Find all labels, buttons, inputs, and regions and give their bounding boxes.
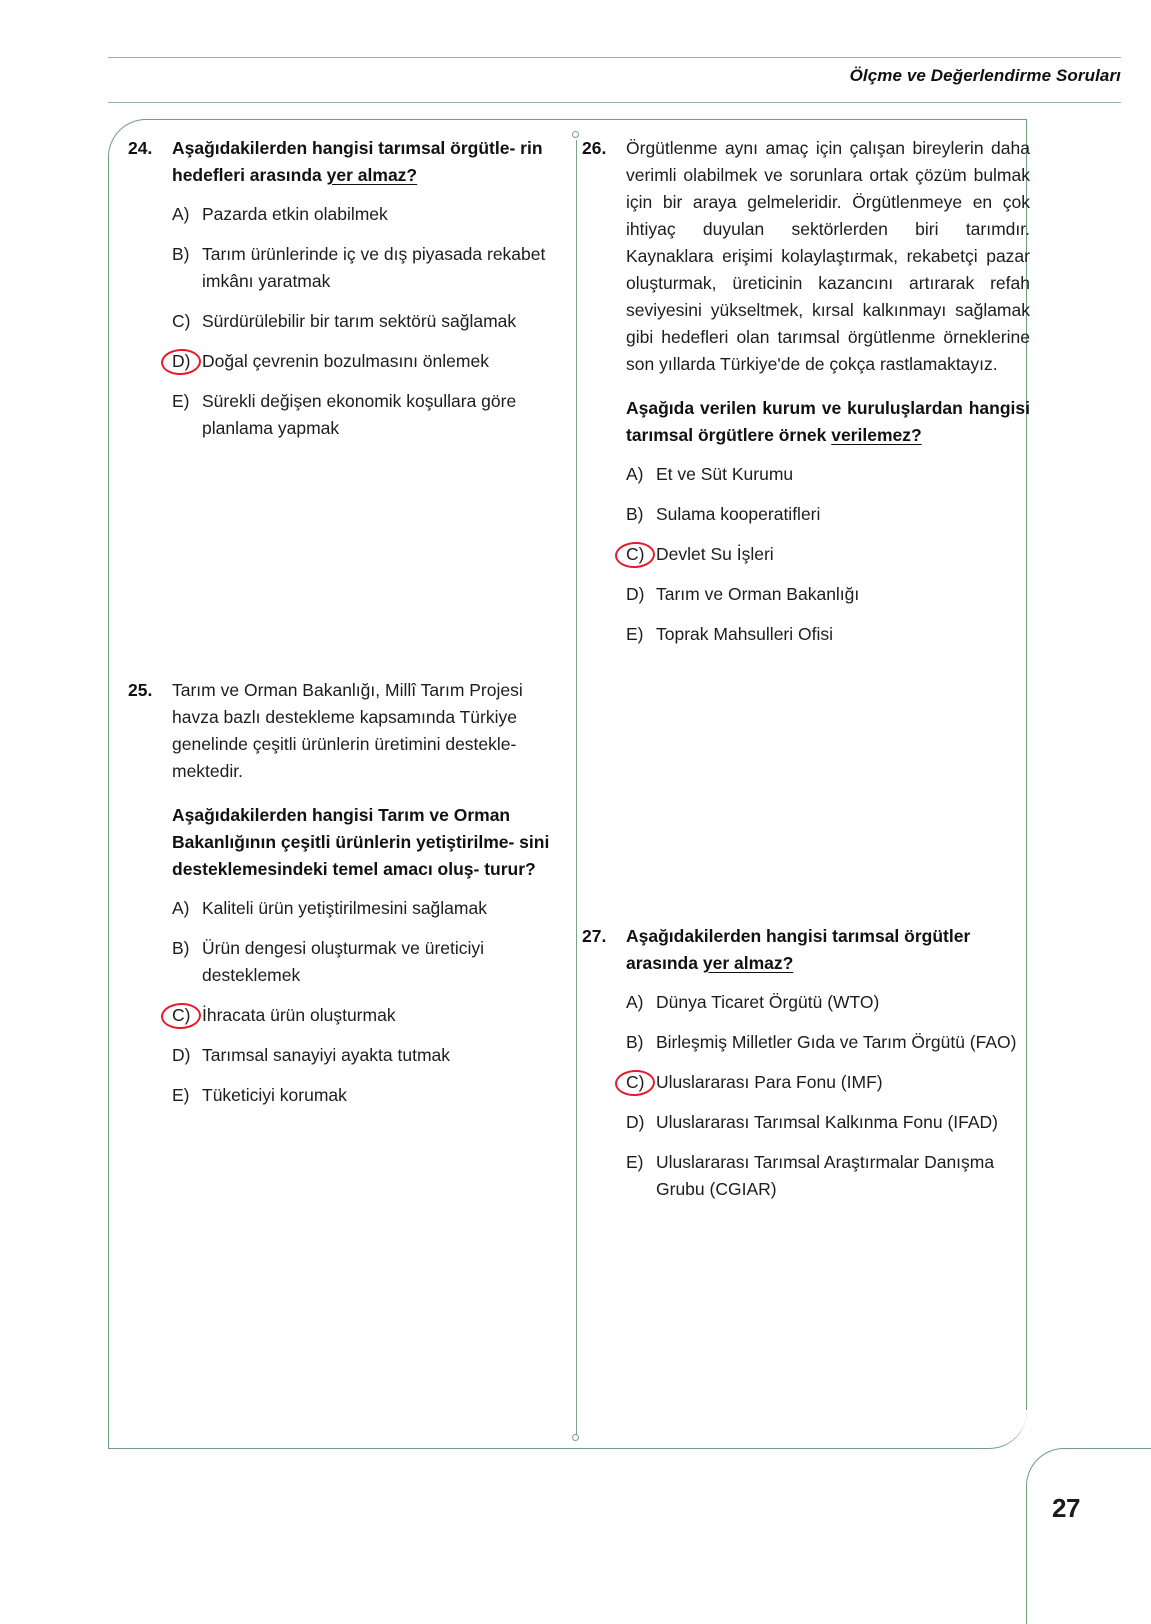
option-26-c[interactable]	[626, 541, 1030, 568]
column-divider-bottom-dot	[572, 1434, 579, 1441]
option-24-a-letter: A)	[172, 204, 190, 224]
option-26-b-text: Sulama kooperatifleri	[656, 504, 821, 524]
question-26-options	[582, 461, 1030, 648]
option-27-c-text: Uluslararası Para Fonu (IMF)	[656, 1072, 883, 1092]
option-24-c[interactable]	[172, 308, 570, 335]
option-26-d[interactable]	[626, 581, 1030, 608]
spacer-between-q26-q27	[582, 661, 1030, 923]
option-25-e-text: Tüketiciyi korumak	[202, 1085, 347, 1105]
option-26-a-letter: A)	[626, 464, 644, 484]
option-25-b-text: Ürün dengesi oluşturmak ve üreticiyi desteklemek	[202, 938, 485, 985]
question-25-options	[128, 895, 570, 1109]
option-24-e-text: Sürekli değişen ekonomik koşullara göre planlama yapmak	[202, 391, 517, 438]
option-25-d-text: Tarımsal sanayiyi ayakta tutmak	[202, 1045, 451, 1065]
right-column	[582, 135, 1030, 1216]
option-26-d-text: Tarım ve Orman Bakanlığı	[656, 584, 860, 604]
option-25-a[interactable]	[172, 895, 570, 922]
option-25-b[interactable]	[172, 935, 570, 989]
option-27-d-text: Uluslararası Tarımsal Kalkınma Fonu (IFAD)	[656, 1112, 999, 1132]
option-26-d-letter: D)	[626, 584, 645, 604]
question-27-stem-line2-pre: arasında	[626, 953, 703, 973]
option-27-d[interactable]	[626, 1109, 1030, 1136]
column-divider	[576, 140, 577, 1438]
header-title: Ölçme ve Değerlendirme Soruları	[849, 66, 1121, 85]
option-25-c-letter: C)	[172, 1002, 202, 1029]
option-27-e-letter: E)	[626, 1152, 644, 1172]
question-24-stem-underlined: yer almaz?	[326, 165, 418, 185]
option-26-a-text: Et ve Süt Kurumu	[656, 464, 794, 484]
question-24	[128, 135, 570, 442]
question-24-options	[128, 201, 570, 442]
option-27-a-text: Dünya Ticaret Örgütü (WTO)	[656, 992, 880, 1012]
option-27-e-text: Uluslararası Tarımsal Araştırmalar Danışma Grubu (CGIAR)	[656, 1152, 995, 1199]
option-25-d-letter: D)	[172, 1045, 191, 1065]
question-27-stem-underlined: yer almaz?	[702, 953, 794, 973]
question-25	[128, 677, 570, 1109]
option-24-b-letter: B)	[172, 244, 190, 264]
question-26-number: 26.	[582, 138, 607, 158]
option-27-c[interactable]	[626, 1069, 1030, 1096]
option-26-e-text: Toprak Mahsulleri Ofisi	[656, 624, 833, 644]
option-27-b-letter: B)	[626, 1032, 644, 1052]
option-27-d-letter: D)	[626, 1112, 645, 1132]
question-25-number: 25.	[128, 680, 153, 700]
option-27-e[interactable]	[626, 1149, 1030, 1203]
question-27-head	[582, 923, 1030, 977]
question-27	[582, 923, 1030, 1203]
question-26-body	[626, 135, 1030, 449]
question-24-stem-line1: Aşağıdakilerden hangisi tarımsal örgütle-	[172, 138, 516, 158]
question-26-paragraph: Örgütlenme aynı amaç için çalışan bireylerin daha verimli olabilmek ve sorunlara ortak çözüm bulmak için bir araya gelmeleridir. Örgütlenmeye en çok ihtiyaç duyulan sektörlerden biri tarımdır. Kaynaklara erişimi kolaylaştırmak, rekabetçi pazar oluşturmak, üreticinin kazancını artırarak refah seviyesini yükseltmek, kırsal kalkınmayı sağlamak gibi hedefleri olan tarımsal örgütlenme örneklerine son yıllarda Türkiye'de de çokça rastlamaktayız.	[626, 138, 1030, 374]
option-26-e-letter: E)	[626, 624, 644, 644]
option-26-c-text: Devlet Su İşleri	[656, 544, 774, 564]
left-column	[128, 135, 570, 1122]
question-24-head	[128, 135, 570, 189]
option-24-a-text: Pazarda etkin olabilmek	[202, 204, 388, 224]
question-27-body	[626, 923, 1030, 977]
question-25-head	[128, 677, 570, 883]
question-24-stem	[172, 135, 570, 189]
option-24-c-letter: C)	[172, 311, 191, 331]
option-24-c-text: Sürdürülebilir bir tarım sektörü sağlamak	[202, 311, 517, 331]
option-24-e[interactable]	[172, 388, 570, 442]
option-26-e[interactable]	[626, 621, 1030, 648]
option-26-b[interactable]	[626, 501, 1030, 528]
question-24-body	[172, 135, 570, 189]
page-number: 27	[1052, 1493, 1080, 1523]
option-26-c-letter: C)	[626, 541, 656, 568]
option-25-e-letter: E)	[172, 1085, 190, 1105]
option-25-c-text: İhracata ürün oluşturmak	[202, 1005, 396, 1025]
option-25-a-letter: A)	[172, 898, 190, 918]
option-25-e[interactable]	[172, 1082, 570, 1109]
spacer-between-q24-q25	[128, 455, 570, 677]
option-24-d-text: Doğal çevrenin bozulmasını önlemek	[202, 351, 489, 371]
option-24-b-text: Tarım ürünlerinde iç ve dış piyasada rekabet imkânı yaratmak	[202, 244, 546, 291]
option-24-b[interactable]	[172, 241, 570, 295]
question-27-stem	[626, 923, 1030, 977]
question-26-stem-underlined: verilemez?	[831, 425, 922, 445]
page-header	[108, 57, 1121, 103]
question-26-head	[582, 135, 1030, 449]
question-25-stem: Aşağıdakilerden hangisi Tarım ve Orman Bakanlığının çeşitli ürünlerin yetiştirilme- sini desteklemesindeki temel amacı oluş- turur?	[172, 805, 550, 879]
header-rule-top	[108, 57, 1121, 58]
question-26-stem-pre: Aşağıda verilen kurum ve kuruluşlardan hangisi tarımsal örgütlere örnek	[626, 398, 1030, 445]
option-27-c-letter: C)	[626, 1069, 656, 1096]
question-24-number: 24.	[128, 138, 153, 158]
question-25-paragraph: Tarım ve Orman Bakanlığı, Millî Tarım Projesi havza bazlı destekleme kapsamında Türkiye genelinde çeşitli ürünlerin üretimini destekle- mektedir.	[172, 680, 523, 781]
option-26-a[interactable]	[626, 461, 1030, 488]
question-25-body	[172, 677, 570, 883]
question-26-stem	[626, 395, 1030, 449]
option-24-e-letter: E)	[172, 391, 190, 411]
header-rule-bottom	[108, 102, 1121, 103]
option-24-d-letter: D)	[172, 348, 202, 375]
question-27-number: 27.	[582, 926, 607, 946]
option-25-d[interactable]	[172, 1042, 570, 1069]
option-27-b-text: Birleşmiş Milletler Gıda ve Tarım Örgütü (FAO)	[656, 1032, 1017, 1052]
option-25-b-letter: B)	[172, 938, 190, 958]
option-24-a[interactable]	[172, 201, 570, 228]
option-27-a-letter: A)	[626, 992, 644, 1012]
question-27-stem-line1: Aşağıdakilerden hangisi tarımsal örgütler	[626, 926, 971, 946]
option-27-b[interactable]	[626, 1029, 1030, 1056]
column-divider-top-dot	[572, 131, 579, 138]
option-26-b-letter: B)	[626, 504, 644, 524]
option-27-a[interactable]	[626, 989, 1030, 1016]
question-24-stem-line2-pre: rin hedefleri arasında	[172, 138, 543, 185]
page-number-tab	[1026, 1448, 1151, 1624]
option-25-a-text: Kaliteli ürün yetiştirilmesini sağlamak	[202, 898, 487, 918]
option-25-c[interactable]	[172, 1002, 570, 1029]
question-26	[582, 135, 1030, 648]
question-27-options	[582, 989, 1030, 1203]
option-24-d[interactable]	[172, 348, 570, 375]
